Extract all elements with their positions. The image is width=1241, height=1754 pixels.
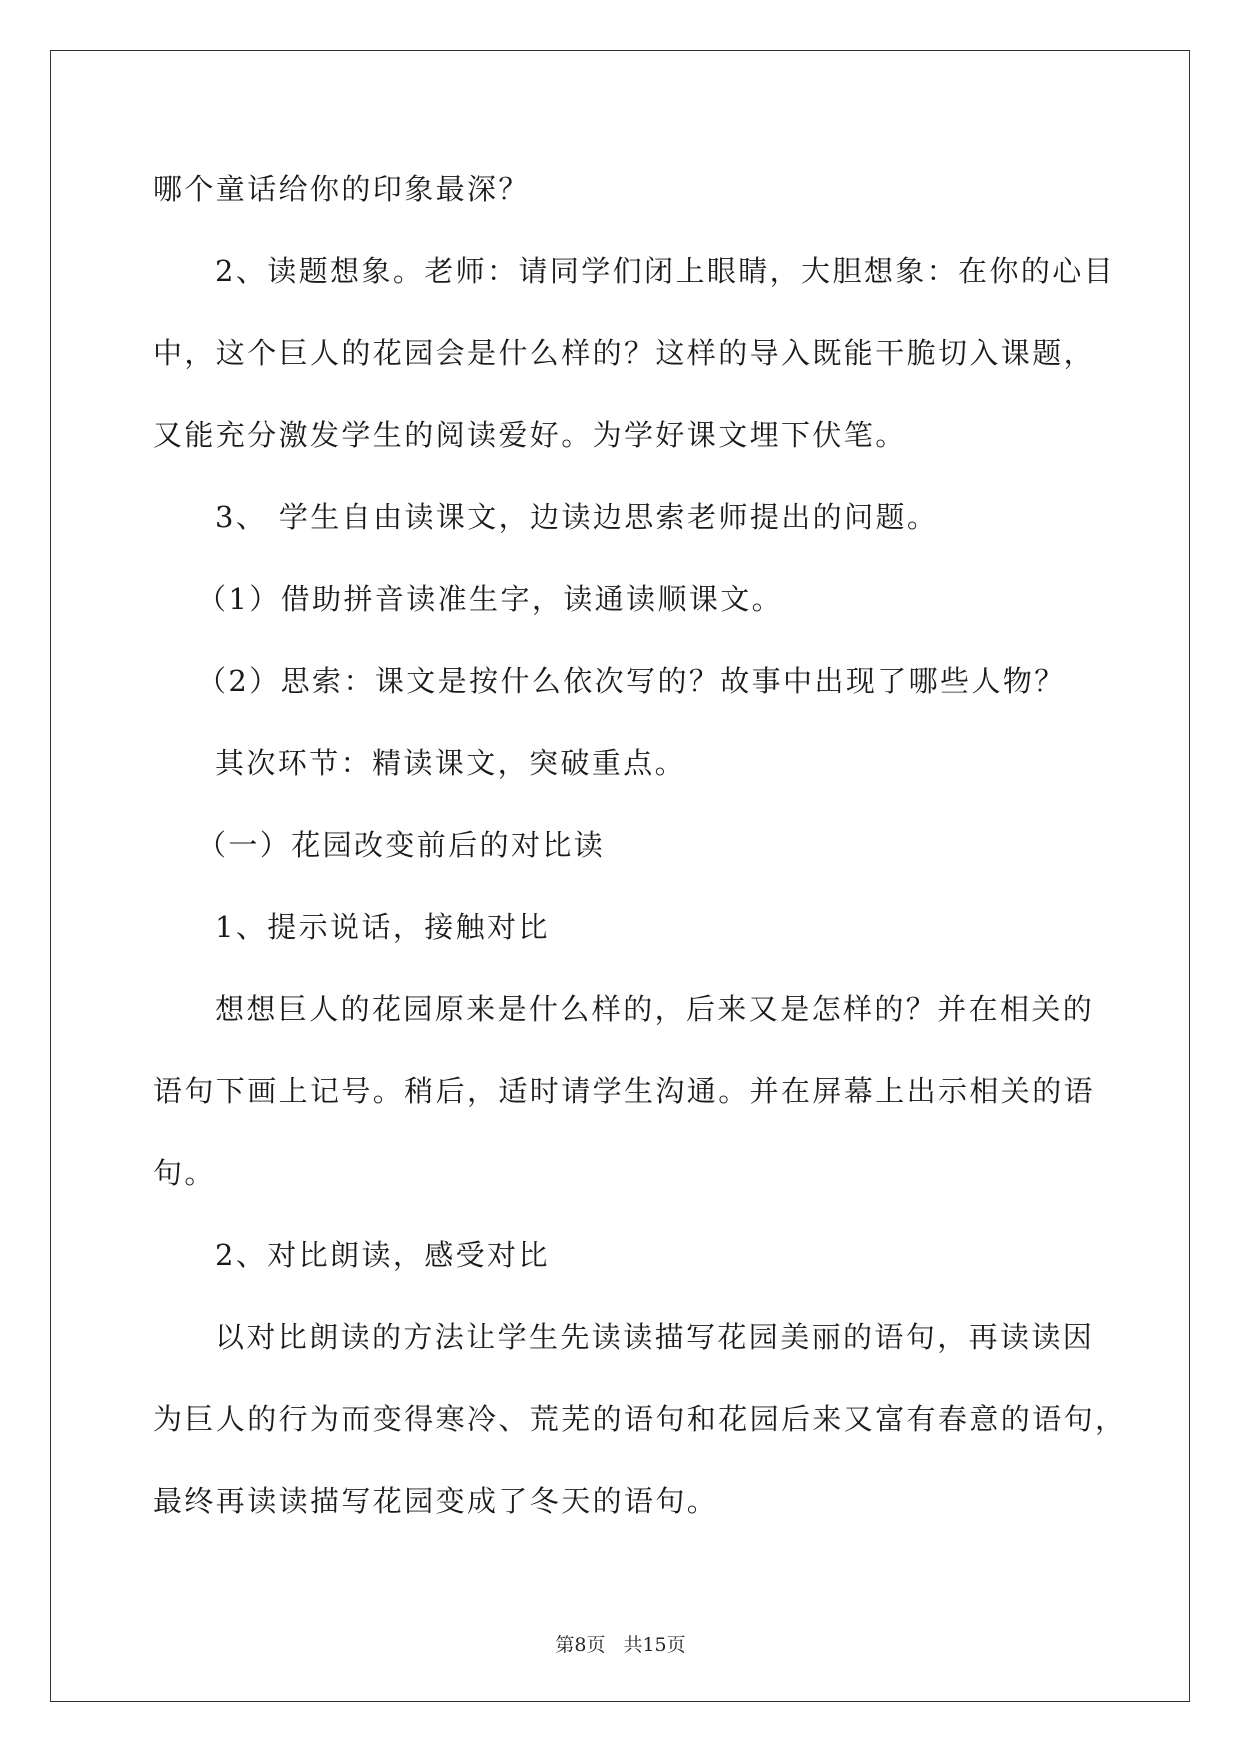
paragraph-line: 2、读题想象。老师：请同学们闭上眼睛，大胆想象：在你的心目 <box>215 254 1116 288</box>
section-heading: 其次环节：精读课文，突破重点。 <box>215 746 687 780</box>
paragraph-line: 中，这个巨人的花园会是什么样的？这样的导入既能干脆切入课题， <box>153 336 1096 370</box>
paragraph-line: 语句下画上记号。稍后，适时请学生沟通。并在屏幕上出示相关的语 <box>153 1074 1096 1108</box>
current-page-number: 第8页 <box>555 1634 606 1656</box>
paragraph-line: 哪个童话给你的印象最深？ <box>153 172 530 206</box>
paragraph-line: 想想巨人的花园原来是什么样的，后来又是怎样的？并在相关的 <box>215 992 1095 1026</box>
paragraph-line: 又能充分激发学生的阅读爱好。为学好课文埋下伏笔。 <box>153 418 907 452</box>
paragraph-line: 3、 学生自由读课文，边读边思索老师提出的问题。 <box>215 500 939 534</box>
paragraph-line: 为巨人的行为而变得寒冷、荒芜的语句和花园后来又富有春意的语句， <box>153 1402 1127 1436</box>
step-heading: 2、对比朗读，感受对比 <box>215 1238 550 1272</box>
paragraph-line: 最终再读读描写花园变成了冬天的语句。 <box>153 1484 719 1518</box>
paragraph-line: 句。 <box>153 1156 216 1190</box>
document-body <box>153 168 1127 1562</box>
total-pages: 共15页 <box>623 1634 686 1656</box>
step-heading: 1、提示说话，接触对比 <box>215 910 550 944</box>
subsection-heading: （一）花园改变前后的对比读 <box>197 828 606 862</box>
page-footer <box>0 1630 1241 1657</box>
paragraph-line: （1）借助拼音读准生字，读通读顺课文。 <box>197 582 784 616</box>
paragraph-line: （2）思索：课文是按什么依次写的？故事中出现了哪些人物？ <box>197 664 1066 698</box>
paragraph-line: 以对比朗读的方法让学生先读读描写花园美丽的语句，再读读因 <box>215 1320 1095 1354</box>
